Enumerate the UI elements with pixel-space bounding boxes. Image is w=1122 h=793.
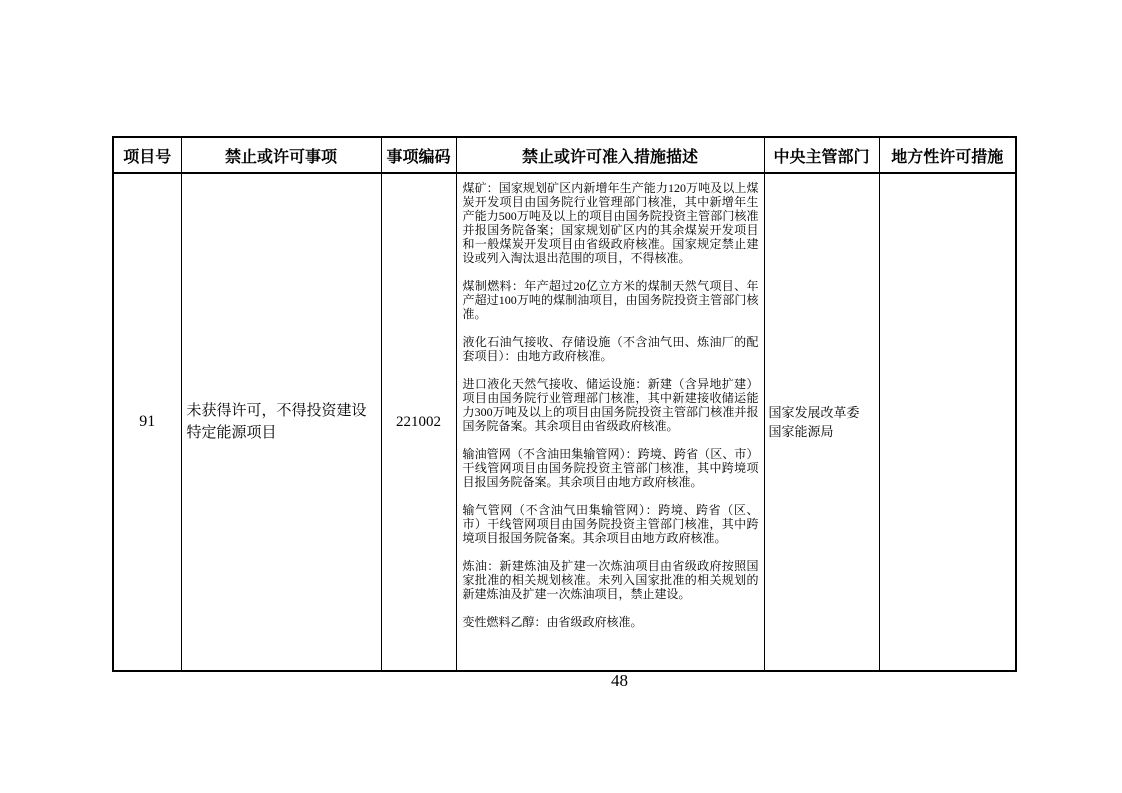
table-row — [113, 173, 1016, 671]
table-header-row — [113, 137, 1016, 173]
measures-table — [112, 136, 1017, 672]
central-department-nea: 国家能源局 — [768, 424, 834, 439]
page-number-value: 48 — [611, 671, 628, 690]
measure-paragraph-coal-mine: 煤矿：国家规划矿区内新增年生产能力120万吨及以上煤炭开发项目由国务院行业管理部门核准，其中新增年生产能力500万吨及以上的项目由国务院投资主管部门核准并报国务院备案；国家规划矿区内的其余煤炭开发项目和一般煤炭开发项目由省级政府核准。国家规定禁止建设或列入淘汰退出范围的项目，不得核准。 — [462, 181, 759, 265]
measure-paragraph-oil-pipeline: 输油管网（不含油田集输管网）：跨境、跨省（区、市）干线管网项目由国务院投资主管部门核准，其中跨境项目报国务院备案。其余项目由地方政府核准。 — [462, 447, 759, 489]
page-number — [0, 671, 1122, 691]
column-header-project-no: 项目号 — [113, 137, 181, 173]
column-header-central-department: 中央主管部门 — [764, 137, 879, 173]
measure-paragraph-coal-fuel: 煤制燃料：年产超过20亿立方米的煤制天然气项目、年产超过100万吨的煤制油项目，由国务院投资主管部门核准。 — [462, 279, 759, 321]
column-header-measure-description: 禁止或许可准入措施描述 — [456, 137, 764, 173]
cell-central-departments — [764, 173, 879, 671]
cell-prohibited-or-licensed-item — [181, 173, 381, 671]
measure-paragraph-gas-pipeline: 输气管网（不含油气田集输管网）：跨境、跨省（区、市）干线管网项目由国务院投资主管部门核准，其中跨境项目报国务院备案。其余项目由地方政府核准。 — [462, 503, 759, 545]
column-header-item-code: 事项编码 — [381, 137, 456, 173]
measure-paragraph-lng-import: 进口液化天然气接收、储运设施：新建（含异地扩建）项目由国务院行业管理部门核准，其中新建接收储运能力300万吨及以上的项目由国务院投资主管部门核准并报国务院备案。其余项目由省级政府核准。 — [462, 377, 759, 433]
column-header-local-measures: 地方性许可措施 — [879, 137, 1016, 173]
cell-item-code: 221002 — [381, 173, 456, 671]
item-text: 未获得许可，不得投资建设特定能源项目 — [186, 403, 367, 441]
measure-paragraph-fuel-ethanol: 变性燃料乙醇：由省级政府核准。 — [462, 615, 643, 629]
column-header-prohibited-or-licensed-item: 禁止或许可事项 — [181, 137, 381, 173]
cell-local-measures — [879, 173, 1016, 671]
measure-paragraph-refining: 炼油：新建炼油及扩建一次炼油项目由省级政府按照国家批准的相关规划核准。未列入国家批准的相关规划的新建炼油及扩建一次炼油项目，禁止建设。 — [462, 559, 759, 601]
cell-measure-description — [456, 173, 764, 671]
central-department-ndrc: 国家发展改革委 — [768, 405, 860, 420]
cell-project-no: 91 — [113, 173, 181, 671]
measure-paragraph-lpg-storage: 液化石油气接收、存储设施（不含油气田、炼油厂的配套项目）：由地方政府核准。 — [462, 335, 759, 363]
